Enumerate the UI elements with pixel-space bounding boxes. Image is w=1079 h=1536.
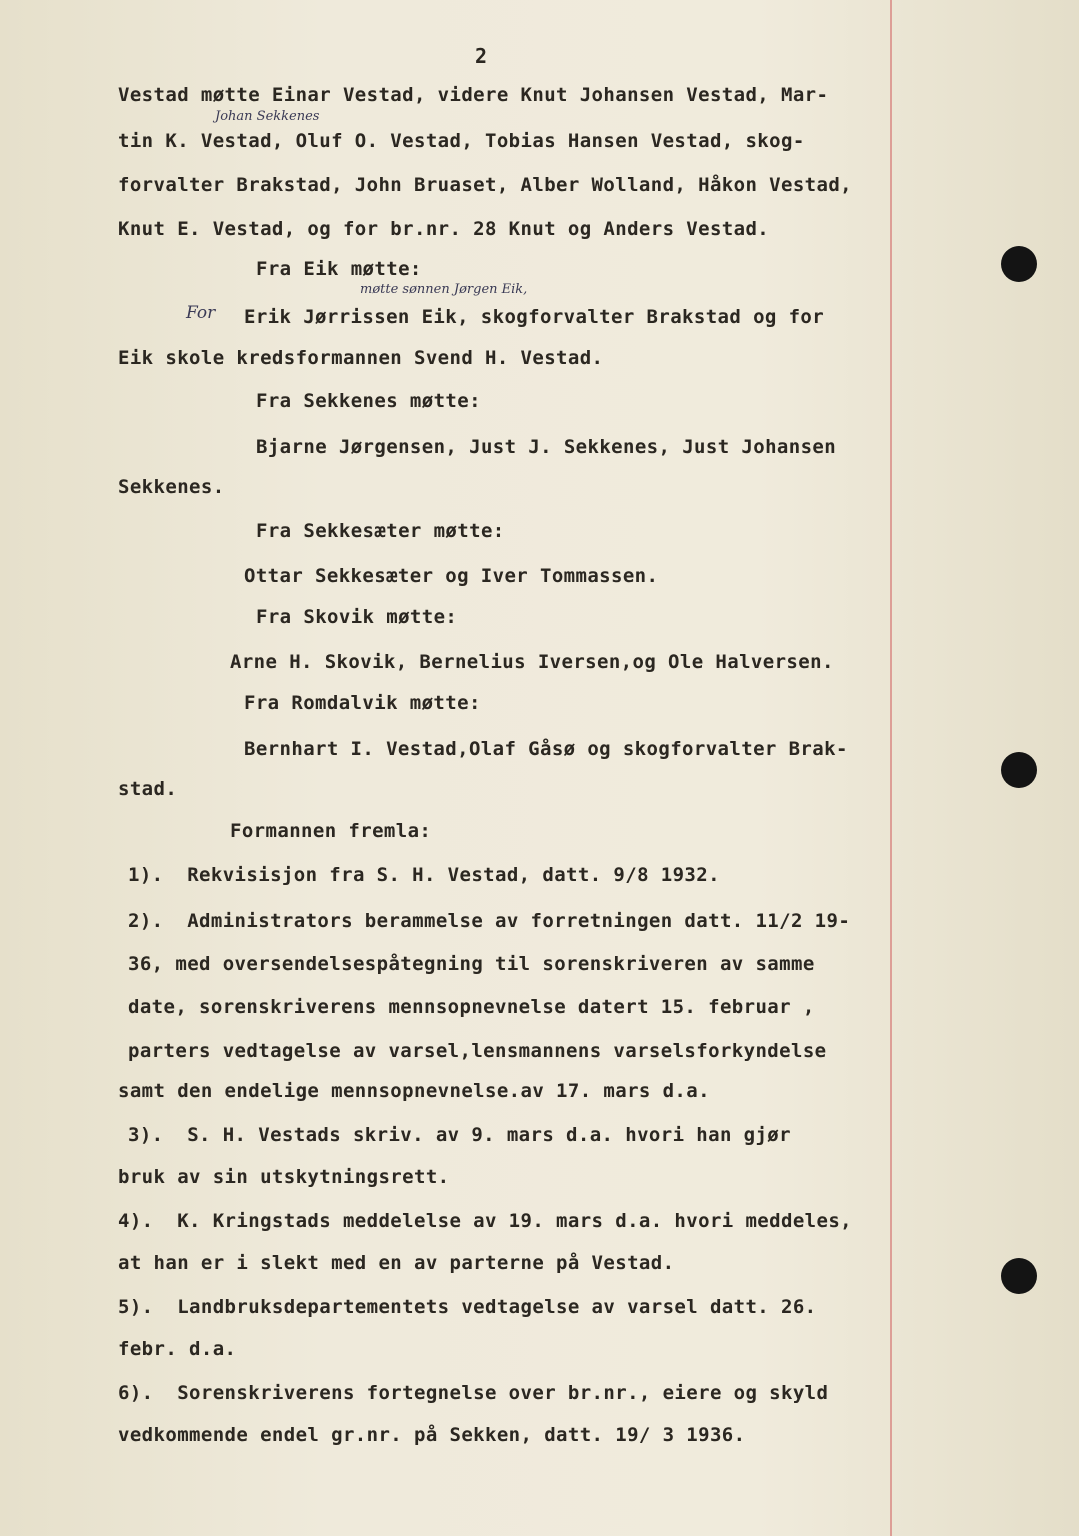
punch-hole-icon (1001, 246, 1037, 282)
text-line: Formannen fremla: (230, 820, 432, 842)
text-line: 36, med oversendelsespåtegning til sorenskriveren av samme (128, 953, 815, 975)
punch-hole-icon (1001, 1258, 1037, 1294)
text-line: stad. (118, 778, 178, 800)
text-line: 5). Landbruksdepartementets vedtagelse av varsel datt. 26. (118, 1296, 817, 1318)
handwritten-annotation: For (186, 303, 216, 323)
punch-hole-icon (1001, 752, 1037, 788)
text-line: forvalter Brakstad, John Bruaset, Alber Wolland, Håkon Vestad, (118, 174, 853, 196)
text-line: Ottar Sekkesæter og Iver Tommassen. (244, 565, 659, 587)
text-line: 6). Sorenskriverens fortegnelse over br.nr., eiere og skyld (118, 1382, 829, 1404)
text-line: Fra Sekkesæter møtte: (256, 520, 505, 542)
text-line: Sekkenes. (118, 476, 225, 498)
text-line: Bjarne Jørgensen, Just J. Sekkenes, Just Johansen (256, 436, 837, 458)
text-line: samt den endelige mennsopnevnelse.av 17. mars d.a. (118, 1080, 710, 1102)
text-line: at han er i slekt med en av parterne på Vestad. (118, 1252, 675, 1274)
text-line: Arne H. Skovik, Bernelius Iversen,og Ole Halversen. (230, 651, 834, 673)
text-line: bruk av sin utskytningsrett. (118, 1166, 450, 1188)
handwritten-annotation: møtte sønnen Jørgen Eik, (360, 282, 528, 297)
text-line: 1). Rekvisisjon fra S. H. Vestad, datt. 9/8 1932. (128, 864, 720, 886)
text-line: febr. d.a. (118, 1338, 237, 1360)
text-line: Erik Jørrissen Eik, skogforvalter Brakstad og for (244, 306, 825, 328)
text-line: Eik skole kredsformannen Svend H. Vestad. (118, 347, 604, 369)
text-line: Vestad møtte Einar Vestad, videre Knut Johansen Vestad, Mar- (118, 84, 829, 106)
text-line: Fra Sekkenes møtte: (256, 390, 481, 412)
text-line: parters vedtagelse av varsel,lensmannens varselsforkyndelse (128, 1040, 827, 1062)
text-line: tin K. Vestad, Oluf O. Vestad, Tobias Hansen Vestad, skog- (118, 130, 805, 152)
text-line: Fra Romdalvik møtte: (244, 692, 481, 714)
text-line: vedkommende endel gr.nr. på Sekken, datt. 19/ 3 1936. (118, 1424, 746, 1446)
text-line: Fra Skovik møtte: (256, 606, 458, 628)
text-line: Knut E. Vestad, og for br.nr. 28 Knut og Anders Vestad. (118, 218, 770, 240)
red-margin-line (890, 0, 892, 1536)
page-number: 2 (475, 44, 488, 68)
text-line: date, sorenskriverens mennsopnevnelse datert 15. februar , (128, 996, 815, 1018)
text-line: Fra Eik møtte: (256, 258, 422, 280)
handwritten-annotation: Johan Sekkenes (215, 109, 320, 124)
text-line: 4). K. Kringstads meddelelse av 19. mars d.a. hvori meddeles, (118, 1210, 853, 1232)
text-line: 2). Administrators berammelse av forretningen datt. 11/2 19- (128, 910, 851, 932)
text-line: 3). S. H. Vestads skriv. av 9. mars d.a. hvori han gjør (128, 1124, 791, 1146)
text-line: Bernhart I. Vestad,Olaf Gåsø og skogforvalter Brak- (244, 738, 848, 760)
